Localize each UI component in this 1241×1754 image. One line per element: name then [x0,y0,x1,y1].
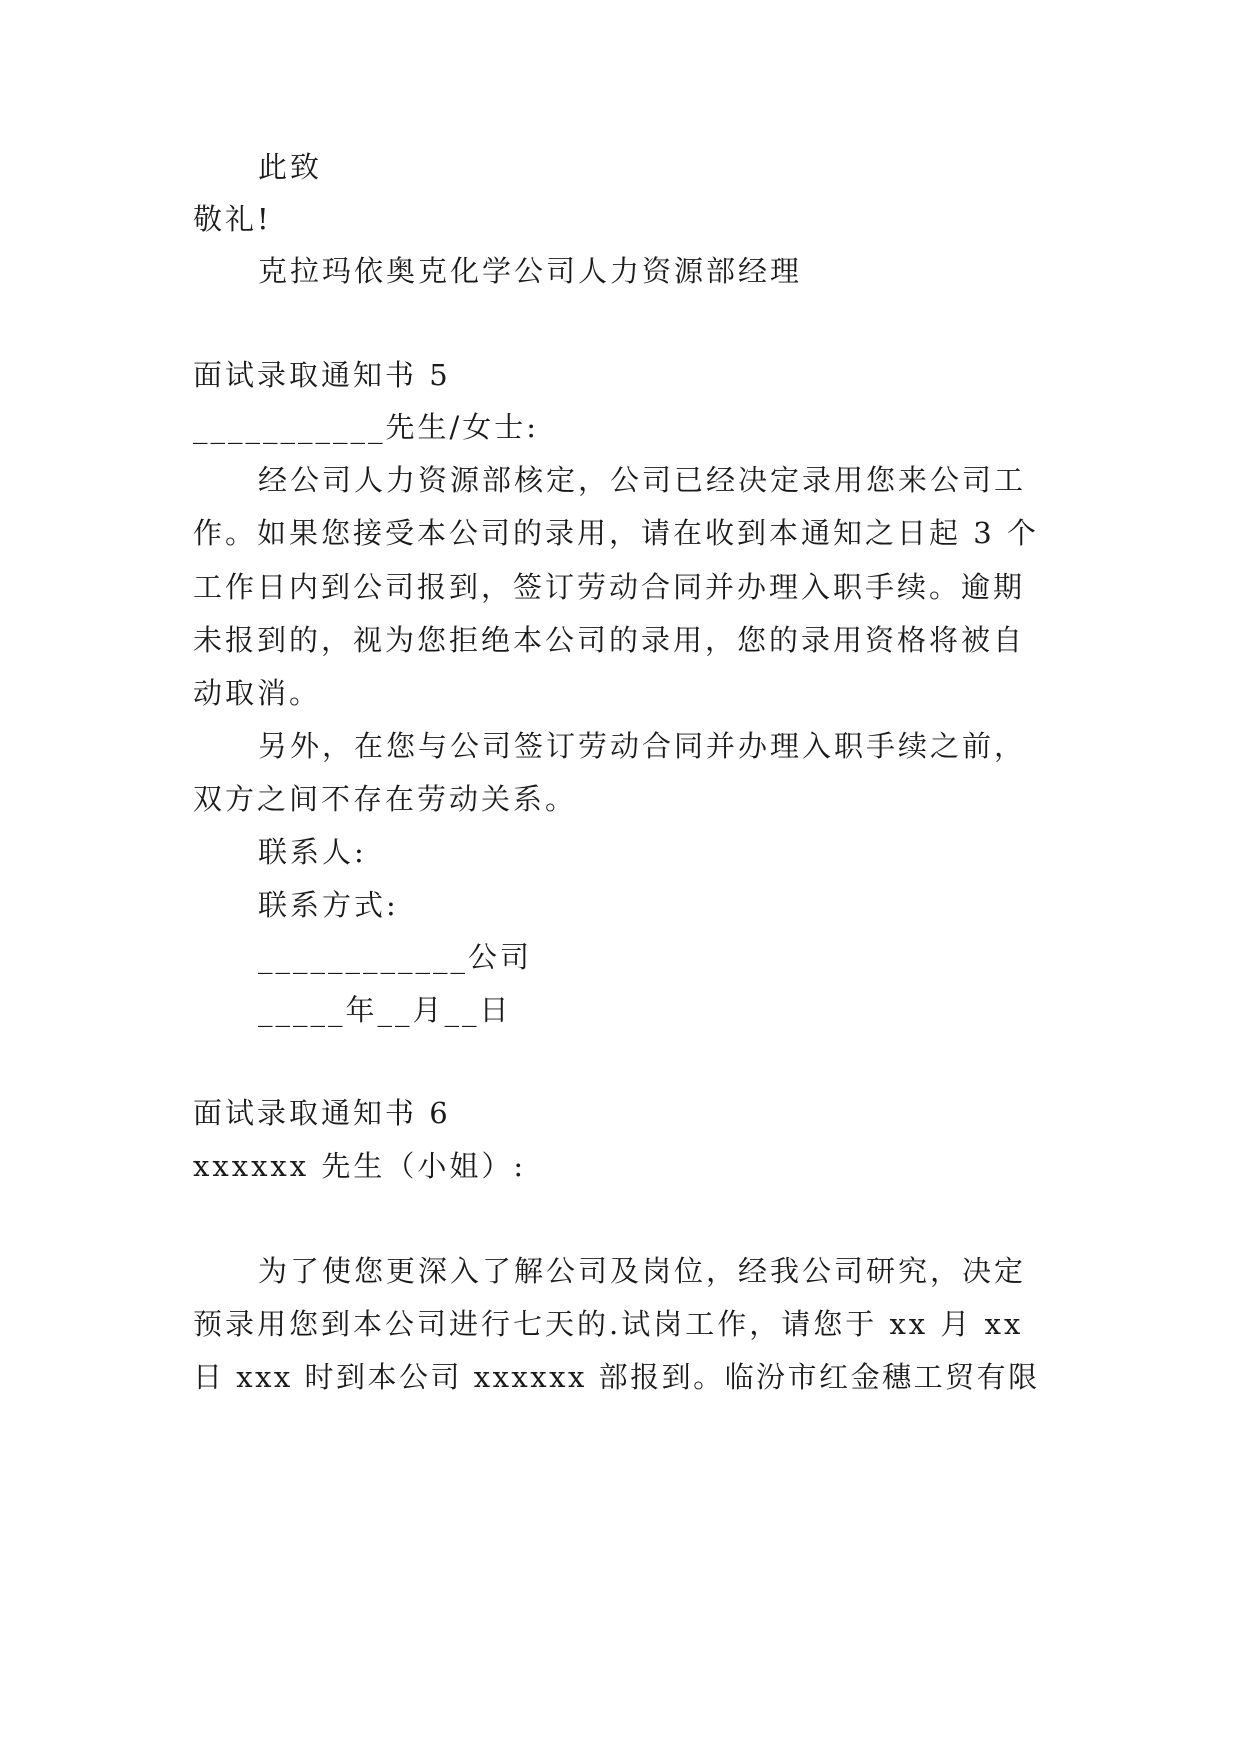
notice5-para1-line: 动取消。 [193,676,322,710]
notice6-salutation: xxxxxx 先生（小姐）: [193,1149,527,1183]
notice5-salutation: ___________先生/女士: [193,410,540,444]
closing-signature: 克拉玛依奥克化学公司人力资源部经理 [258,254,803,288]
notice5-para2-line: 另外，在您与公司签订劳动合同并办理入职手续之前， [258,729,1027,763]
closing-jing-li: 敬礼! [193,202,272,236]
notice6-para1-line: 为了使您更深入了解公司及岗位，经我公司研究，决定 [258,1254,1027,1288]
contact-person-label: 联系人: [258,835,367,869]
company-blank-line: ____________公司 [258,940,533,974]
notice6-para1-line: 日 xxx 时到本公司 xxxxxx 部报到。临汾市红金穗工贸有限 [193,1360,1040,1394]
notice5-para2-line: 双方之间不存在劳动关系。 [193,782,578,816]
closing-ci-zhi: 此致 [258,150,323,184]
notice6-para1-line: 预录用您到本公司进行七天的.试岗工作，请您于 xx 月 xx [193,1307,1024,1341]
notice5-para1-line: 经公司人力资源部核定，公司已经决定录用您来公司工 [258,463,1027,497]
notice6-title: 面试录取通知书 6 [193,1096,451,1130]
contact-method-label: 联系方式: [258,888,399,922]
date-blank-line: _____年__月__日 [258,993,512,1027]
notice5-para1-line: 工作日内到公司报到，签订劳动合同并办理入职手续。逾期 [193,570,1026,604]
notice5-para1-line: 作。如果您接受本公司的录用，请在收到本通知之日起 3 个 [193,516,1039,550]
notice5-title: 面试录取通知书 5 [193,358,451,392]
notice5-para1-line: 未报到的，视为您拒绝本公司的录用，您的录用资格将被自 [193,623,1026,657]
